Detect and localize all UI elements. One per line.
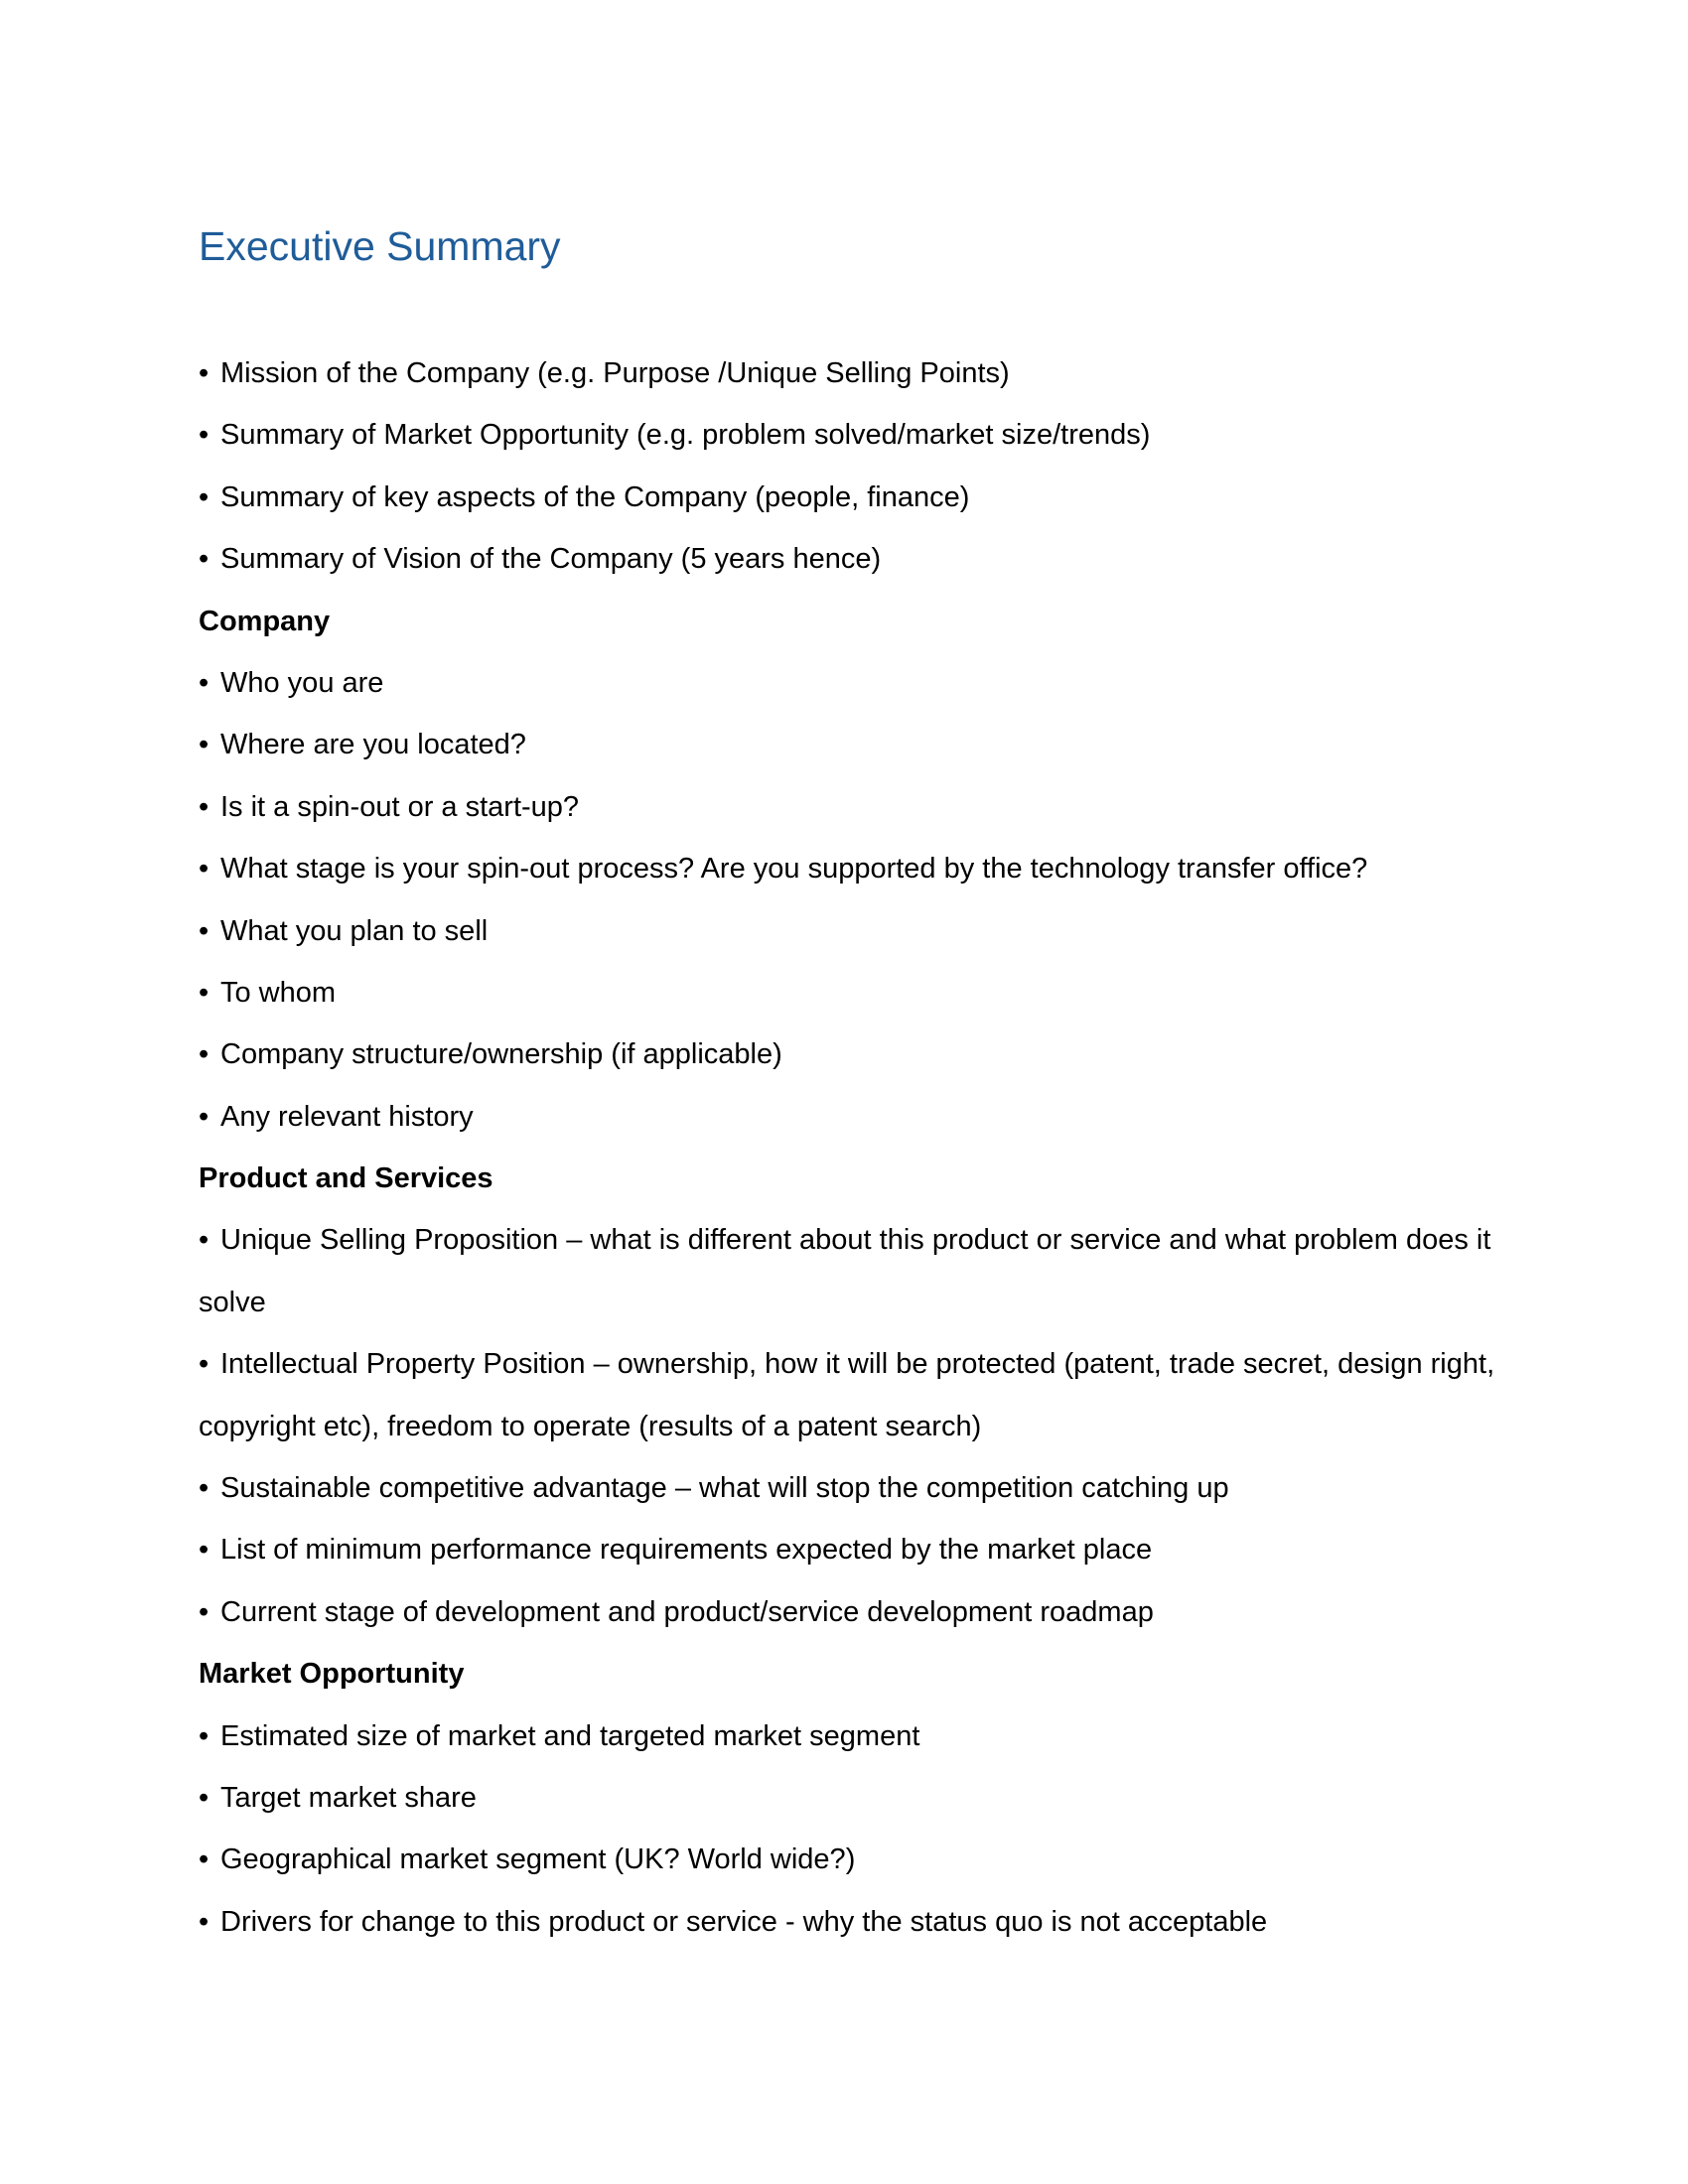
section-heading <box>199 591 1489 652</box>
list-item <box>199 528 1489 590</box>
list-item <box>199 1706 1489 1767</box>
list-item <box>199 467 1489 528</box>
list-item-continuation <box>199 1396 1489 1457</box>
list-item-text: List of minimum performance requirements expected by the market place <box>220 1534 1153 1567</box>
bullet-icon: • <box>199 480 210 513</box>
list-item <box>199 1086 1489 1148</box>
list-item-text: What stage is your spin-out process? Are you supported by the technology transfer office? <box>220 853 1368 886</box>
bullet-icon: • <box>199 1905 210 1938</box>
list-item-text: Company structure/ownership (if applicable) <box>220 1038 782 1071</box>
list-item-text: Unique Selling Proposition – what is different about this product or service and what problem does it <box>220 1224 1491 1257</box>
list-item-continuation <box>199 1272 1489 1333</box>
list-item-text: Intellectual Property Position – ownership, how it will be protected (patent, trade secret, design right, <box>220 1348 1495 1381</box>
list-item <box>199 838 1489 899</box>
bullet-icon: • <box>199 1781 210 1814</box>
bullet-icon: • <box>199 1038 210 1071</box>
bullet-icon: • <box>199 1843 210 1876</box>
bullet-icon: • <box>199 853 210 886</box>
section-heading-text: Product and Services <box>199 1162 493 1195</box>
bullet-icon: • <box>199 914 210 947</box>
bullet-icon: • <box>199 729 210 761</box>
list-item-text: Is it a spin-out or a start-up? <box>220 790 580 823</box>
list-item-text: Sustainable competitive advantage – what will stop the competition catching up <box>220 1472 1229 1505</box>
list-item <box>199 962 1489 1024</box>
list-item <box>199 652 1489 714</box>
section-heading-text: Market Opportunity <box>199 1658 465 1691</box>
list-item-text: Summary of key aspects of the Company (people, finance) <box>220 480 970 513</box>
list-item-text: Where are you located? <box>220 729 526 761</box>
bullet-icon: • <box>199 1348 210 1381</box>
list-item-text: Any relevant history <box>220 1100 474 1133</box>
bullet-icon: • <box>199 1595 210 1628</box>
list-item <box>199 1457 1489 1519</box>
bullet-icon: • <box>199 666 210 699</box>
list-item-text: What you plan to sell <box>220 914 489 947</box>
bullet-icon: • <box>199 976 210 1009</box>
bullet-icon: • <box>199 1100 210 1133</box>
list-item <box>199 1209 1489 1271</box>
section-heading <box>199 1643 1489 1705</box>
list-item-text: Summary of Vision of the Company (5 years hence) <box>220 543 882 576</box>
list-item <box>199 900 1489 962</box>
list-item <box>199 1333 1495 1395</box>
list-item <box>199 342 1489 404</box>
bullet-icon: • <box>199 1534 210 1567</box>
bullet-icon: • <box>199 1719 210 1752</box>
section-heading <box>199 1148 1489 1209</box>
list-item-text: Current stage of development and product/service development roadmap <box>220 1595 1154 1628</box>
list-item-text: Who you are <box>220 666 384 699</box>
list-item-text: Drivers for change to this product or service - why the status quo is not acceptable <box>220 1905 1268 1938</box>
bullet-icon: • <box>199 1472 210 1505</box>
document-body <box>199 342 1495 1953</box>
list-item-text: solve <box>199 1286 266 1318</box>
list-item <box>199 776 1489 838</box>
list-item <box>199 1519 1489 1580</box>
document-title: Executive Summary <box>199 223 561 269</box>
list-item-text: To whom <box>220 976 337 1009</box>
list-item-text: copyright etc), freedom to operate (results of a patent search) <box>199 1410 982 1442</box>
list-item-text: Mission of the Company (e.g. Purpose /Unique Selling Points) <box>220 357 1010 389</box>
bullet-icon: • <box>199 790 210 823</box>
list-item <box>199 1829 1489 1890</box>
list-item-text: Estimated size of market and targeted market segment <box>220 1719 920 1752</box>
list-item-text: Target market share <box>220 1781 477 1814</box>
document-page <box>199 0 1495 2184</box>
list-item-text: Summary of Market Opportunity (e.g. problem solved/market size/trends) <box>220 419 1151 452</box>
bullet-icon: • <box>199 357 210 389</box>
list-item <box>199 404 1489 466</box>
list-item-text: Geographical market segment (UK? World wide?) <box>220 1843 856 1876</box>
bullet-icon: • <box>199 1224 210 1257</box>
list-item <box>199 1581 1489 1643</box>
bullet-icon: • <box>199 419 210 452</box>
list-item <box>199 1891 1489 1953</box>
section-heading-text: Company <box>199 605 331 637</box>
list-item <box>199 1767 1489 1829</box>
bullet-icon: • <box>199 543 210 576</box>
list-item <box>199 1024 1489 1085</box>
list-item <box>199 714 1489 775</box>
